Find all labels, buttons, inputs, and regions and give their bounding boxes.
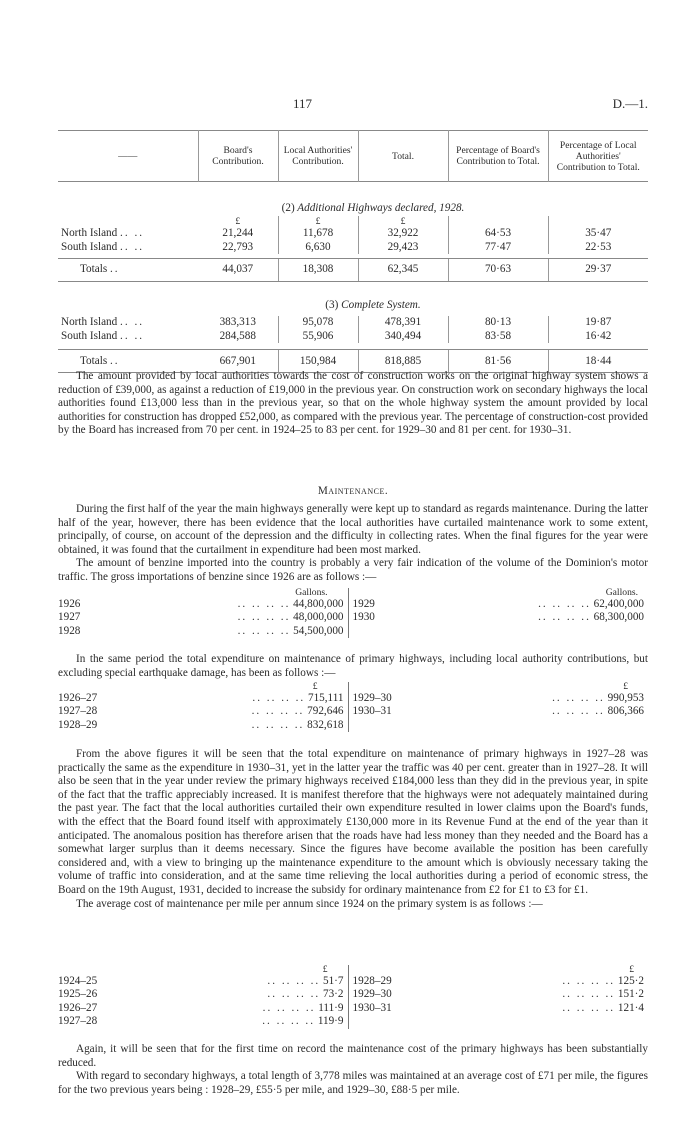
totals-row: Totals .. 667,901 150,984 818,885 81·56 18·44 <box>58 350 648 373</box>
paragraph-conclusion: Again, it will be seen that for the first time on record the maintenance cost of the primary highways has been substantially reduced. With regard to secondary highways, a total length of 3,778 miles was maintained at an average cost of £71 per mile, the figures for the two previous years being : 1928–29, £55·5 per mile, and 1929–30, £88·5 per mile. <box>58 1043 648 1096</box>
contribution-table <box>58 130 648 373</box>
average-cost-table: £ £ 1924–25 .. .. .. .. 51·7 1928–29 .. .. .. .. 125·2 1925–26 .. .. .. .. 73·2 1929–30 .. .. .. .. 151·2 1926–27 .. .. .. .. 111·9 1930–31 .. .. .. .. 121·4 1927–28 .. .. .. .. 119·9 <box>58 965 648 1029</box>
table-row: 1927–28 .. .. .. .. 119·9 <box>58 1015 648 1028</box>
table-row: 1926 .. .. .. .. 44,800,000 1929 .. .. .. .. 62,400,000 <box>58 598 644 610</box>
table-row: 1926–27 .. .. .. .. 715,111 1929–30 .. .. .. .. 990,953 <box>58 692 644 704</box>
column-header: Percentage of Board's Contribution to Total. <box>448 131 548 182</box>
table-header-row <box>58 131 648 182</box>
unit-row: £ £ £ <box>58 216 648 227</box>
table-row: 1926–27 .. .. .. .. 111·9 1930–31 .. .. .. .. 121·4 <box>58 1001 644 1014</box>
benzine-table: Gallons. Gallons. 1926 .. .. .. .. 44,800,000 1929 .. .. .. .. 62,400,000 1927 .. .. .. .. 48,000,000 1930 .. .. .. .. 68,300,000 1928 .. .. .. .. 54,500,000 <box>58 588 648 638</box>
column-header: Percentage of Local Authorities' Contribution to Total. <box>548 131 648 182</box>
table-row: South Island .. .. 284,588 55,906 340,494 83·58 16·42 <box>58 330 648 344</box>
column-header: Board's Contribution. <box>198 131 278 182</box>
paragraph-construction: The amount provided by local authorities towards the cost of construction works on the original highway system shows a reduction of £39,000, as against a reduction of £19,000 in the previous year. On construction work on secondary highways the local authorities found £13,000 less than in the previous year, so that on the whole highway system the amount provided by local authorities for construction has dropped £52,000, as compared with the previous year. The percentage of construction-cost provided by the Board has increased from 70 per cent. in 1924–25 to 83 per cent. for 1929–30 and 81 per cent. for 1930–31. <box>58 370 648 437</box>
page-number: 117 <box>293 96 313 111</box>
table-row: South Island .. .. 22,793 6,630 29,423 77·47 22·53 <box>58 241 648 255</box>
table-row: 1928 .. .. .. .. 54,500,000 <box>58 625 648 638</box>
paragraph-expenditure-intro: In the same period the total expenditure on maintenance of primary highways, including local authority contributions, but excluding special earthquake damage, has been as follows :— <box>58 653 648 679</box>
column-header: Local Authorities' Contribution. <box>278 131 358 182</box>
section-heading-maintenance: Maintenance. <box>317 485 389 497</box>
table-row: 1927 .. .. .. .. 48,000,000 1930 .. .. .. .. 68,300,000 <box>58 611 644 624</box>
section-title: (3) Complete System. <box>325 298 421 311</box>
table-row: North Island .. .. 383,313 95,078 478,391 80·13 19·87 <box>58 316 648 330</box>
column-header: —— <box>118 150 138 162</box>
table-row: North Island .. .. 21,244 11,678 32,922 64·53 35·47 <box>58 227 648 241</box>
table-row: 1924–25 .. .. .. .. 51·7 1928–29 .. .. .. .. 125·2 <box>58 975 644 987</box>
table-row: 1927–28 .. .. .. .. 792,646 1930–31 .. .. .. .. 806,366 <box>58 705 644 718</box>
paragraph-maintenance: During the first half of the year the main highways generally were kept up to standard as regards maintenance. During the latter half of the year, however, there has been evidence that the local authorities have curtailed maintenance work to some extent, principally, of course, on account of the depression and the difficulty in collecting rates. When the final figures for the year were obtained, it was found that the curtailment in expenditure had been most marked. The amount of benzine imported into the country is probably a very fair indication of the volume of the Dominion's motor traffic. The gross importations of benzine since 1926 are as follows :— <box>58 503 648 583</box>
document-reference: D.—1. <box>612 96 648 111</box>
totals-row: Totals .. 44,037 18,308 62,345 70·63 29·37 <box>58 259 648 282</box>
expenditure-table: £ £ 1926–27 .. .. .. .. 715,111 1929–30 .. .. .. .. 990,953 1927–28 .. .. .. .. 792,646 1930–31 .. .. .. .. 806,366 1928–29 .. .. .. .. 832,618 <box>58 682 648 732</box>
section-title-row <box>58 290 648 312</box>
table-row: 1928–29 .. .. .. .. 832,618 <box>58 719 648 732</box>
column-header: Total. <box>358 131 448 182</box>
table-row: 1925–26 .. .. .. .. 73·2 1929–30 .. .. .. .. 151·2 <box>58 988 644 1001</box>
paragraph-analysis: From the above figures it will be seen that the total expenditure on maintenance of primary highways in 1927–28 was practically the same as the expenditure in 1930–31, yet in the latter year the traffic was 40 per cent. greater than in 1927–28. It will also be seen that in the year under review the primary highways received £184,000 less than they did in the previous year, in spite of the fact that the traffic appreciably increased. It is manifest therefore that the highways were not adequately maintained during the past year. The fact that the local authorities curtailed their own expenditure resulted in lower claims upon the Board's funds, with the effect that the Board found itself with approximately £130,000 more in its Revenue Fund at the end of the year than it anticipated. The anomalous position has therefore arisen that the roads have had less money than they needed and the Board has a somewhat larger surplus than it deems necessary. Since the figures have become available the position has been carefully considered and, with a view to bringing up the maintenance expenditure to the amount which is obviously necessary taking the volume of traffic into consideration, and at the same time relieving the local authorities during a period of economic stress, the Board on the 19th August, 1931, decided to increase the subsidy for ordinary maintenance from £2 for £1 to £3 for £1. The average cost of maintenance per mile per annum since 1924 on the primary system is as follows :— <box>58 748 648 910</box>
section-title: (2) Additional Highways declared, 1928. <box>281 202 465 215</box>
section-title-row <box>58 194 648 216</box>
